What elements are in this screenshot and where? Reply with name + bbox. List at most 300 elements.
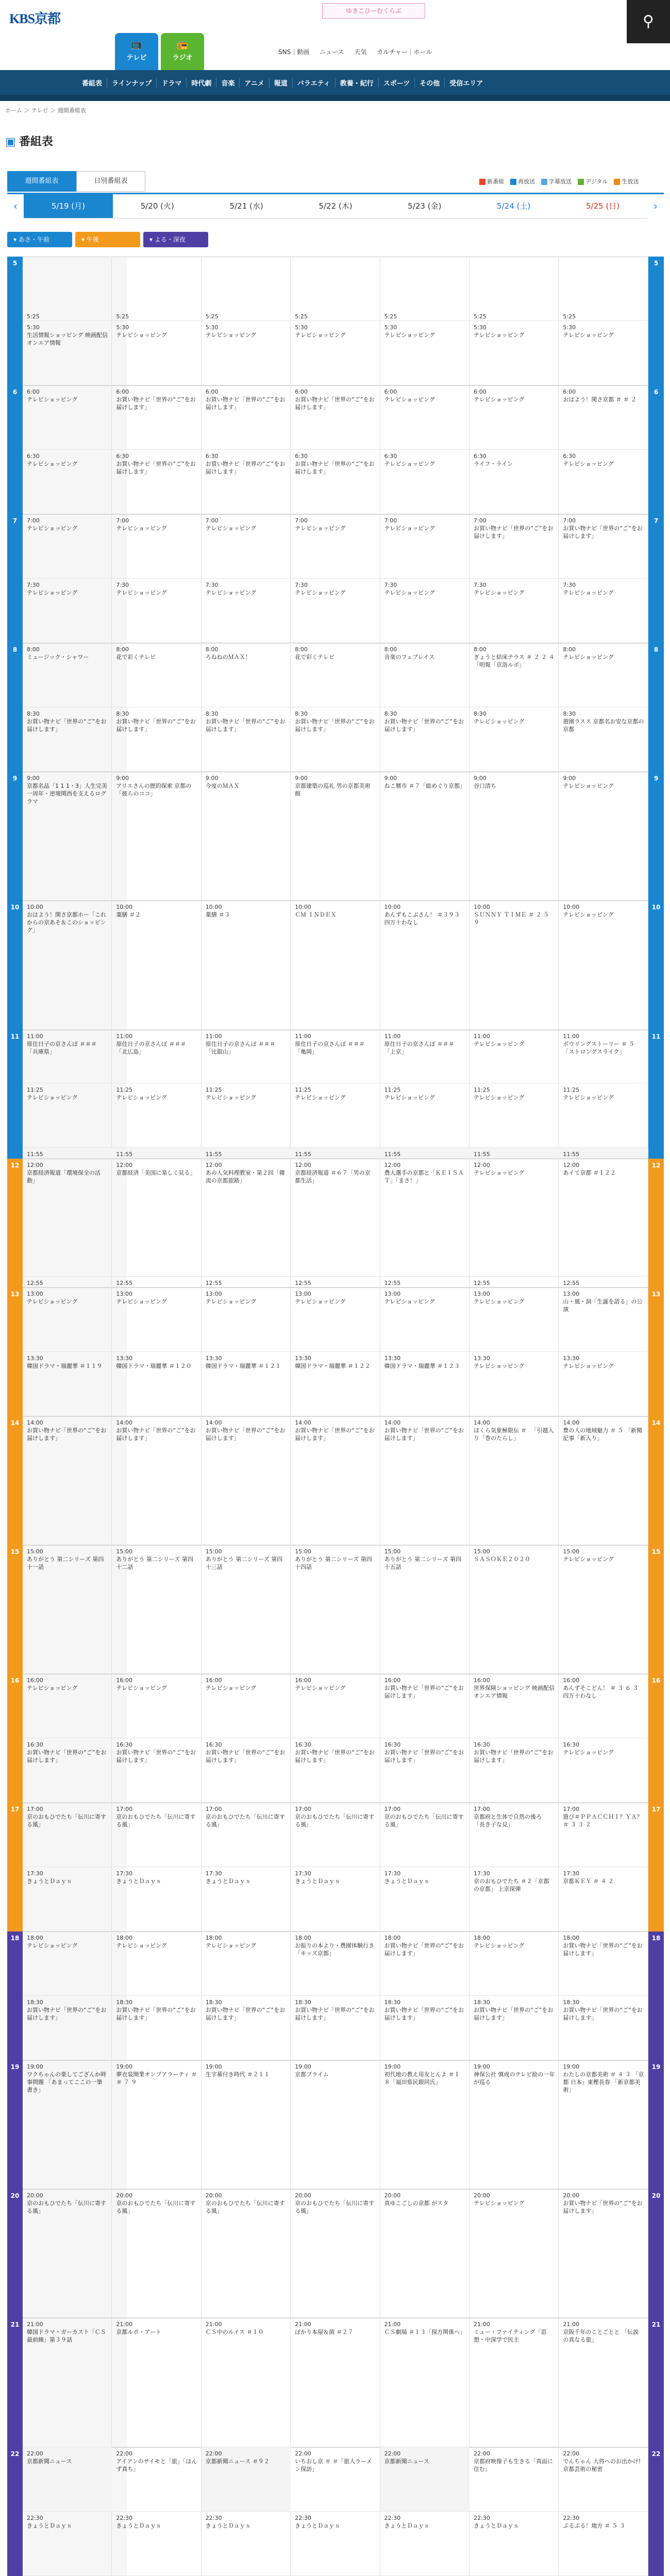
program-cell[interactable]	[380, 901, 470, 1029]
program-title: テレビショッピング	[205, 1685, 257, 1691]
hour-label: 5	[7, 257, 23, 385]
hour-label: 15	[648, 1545, 664, 1674]
program-cell[interactable]	[380, 1159, 470, 1277]
program-title: テレビショッピング	[474, 1094, 525, 1101]
nav-item[interactable]: 受信エリア	[449, 79, 483, 88]
program-cell[interactable]	[559, 2512, 648, 2576]
program-cell[interactable]	[112, 1416, 201, 1545]
program-cell[interactable]	[112, 1083, 201, 1148]
program-cell[interactable]	[291, 2060, 380, 2189]
program-cell[interactable]	[559, 1996, 648, 2060]
program-title: テレビショッピング	[474, 1942, 525, 1950]
tab-radio[interactable]	[161, 33, 204, 70]
site-header	[0, 0, 670, 43]
date-tab[interactable]: 5/24 (土)	[469, 194, 558, 218]
program-title: アイアンのサイモと「旅」「ほんず真ち」	[116, 2458, 197, 2472]
program-cell[interactable]	[202, 2318, 291, 2447]
program-cell[interactable]	[291, 1674, 380, 1738]
program-cell[interactable]	[291, 707, 380, 772]
program-cell[interactable]	[112, 1803, 201, 1867]
program-title: 韓国ドラマ・瑞麗華 ＃１１９	[27, 1362, 103, 1369]
program-cell[interactable]	[202, 1803, 291, 1867]
program-time: 12:55	[295, 1279, 311, 1286]
program-title: 遊び＃ＰＰＡＣＣＨＩ？ＹＡ？ ＃ ３ ３ ２	[563, 1814, 643, 1828]
program-cell[interactable]	[202, 1148, 291, 1159]
program-cell[interactable]	[559, 2060, 648, 2189]
nav-item[interactable]: アニメ	[240, 78, 269, 88]
program-cell[interactable]	[559, 1931, 648, 1996]
program-cell[interactable]	[559, 1545, 648, 1674]
program-cell[interactable]	[470, 1352, 559, 1416]
program-cell[interactable]	[470, 514, 559, 579]
link-culture[interactable]: カルチャー｜ホール	[377, 48, 432, 56]
program-cell[interactable]	[291, 1803, 380, 1867]
program-cell[interactable]	[112, 772, 201, 901]
program-cell[interactable]	[202, 2060, 291, 2189]
program-cell[interactable]	[380, 2447, 470, 2512]
program-cell[interactable]	[202, 321, 291, 385]
nav-item[interactable]: スポーツ	[379, 78, 415, 88]
nav-item[interactable]: その他	[415, 78, 445, 88]
program-cell[interactable]	[291, 901, 380, 1029]
program-title: 京のおもひでたち「伝川に寄する風」	[27, 1814, 106, 1828]
program-cell[interactable]	[112, 643, 201, 707]
program-cell[interactable]	[470, 1159, 559, 1277]
program-cell[interactable]	[112, 514, 201, 579]
program-cell[interactable]	[112, 1148, 201, 1159]
program-cell[interactable]	[470, 1545, 559, 1674]
tab-daily[interactable]: 日別番組表	[76, 171, 145, 192]
date-tab[interactable]: 5/21 (水)	[202, 194, 291, 218]
program-cell[interactable]	[112, 2060, 201, 2189]
program-cell[interactable]	[112, 2318, 201, 2447]
program-cell[interactable]	[470, 321, 559, 385]
program-cell[interactable]	[559, 2447, 648, 2512]
program-cell[interactable]	[202, 901, 291, 1029]
program-cell[interactable]	[23, 1867, 112, 1931]
date-tab[interactable]: 5/23 (金)	[380, 194, 469, 218]
program-cell[interactable]	[291, 1545, 380, 1674]
program-cell[interactable]	[559, 310, 648, 321]
program-time: 13:30	[474, 1354, 490, 1362]
program-cell[interactable]	[112, 707, 201, 772]
nav-item[interactable]: ドラマ	[157, 78, 187, 88]
program-cell[interactable]	[202, 2512, 291, 2576]
program-title: きょうとＤａｙｓ	[295, 1878, 341, 1885]
program-cell[interactable]	[291, 514, 380, 579]
program-cell[interactable]	[559, 450, 648, 514]
program-cell[interactable]	[380, 1030, 470, 1083]
program-cell[interactable]	[23, 514, 112, 579]
program-cell[interactable]	[291, 310, 380, 321]
program-cell[interactable]	[23, 1416, 112, 1545]
program-cell[interactable]	[23, 1996, 112, 2060]
program-cell[interactable]	[291, 1352, 380, 1416]
program-cell[interactable]	[470, 2189, 559, 2318]
program-cell[interactable]	[470, 1867, 559, 1931]
program-cell[interactable]	[202, 450, 291, 514]
program-cell[interactable]	[23, 772, 112, 901]
nav-item[interactable]: バラエティ	[293, 78, 336, 88]
program-cell[interactable]	[380, 2060, 470, 2189]
jump-night[interactable]: ▾ よる・深夜	[143, 232, 208, 247]
program-cell[interactable]	[291, 1030, 380, 1083]
program-cell[interactable]	[559, 901, 648, 1029]
program-cell[interactable]	[112, 1545, 201, 1674]
program-cell[interactable]	[380, 1931, 470, 1996]
program-cell[interactable]	[470, 2318, 559, 2447]
program-cell[interactable]	[112, 1159, 201, 1277]
program-time: 22:30	[27, 2514, 43, 2521]
date-tab[interactable]: 5/25 (日)	[558, 194, 647, 218]
program-time: 9:00	[384, 775, 397, 782]
program-title: 生活情報ショッピング 映画配信オンエア情報	[27, 332, 108, 347]
program-title: 原住日子の京さんぽ ＃＃＃「兵庫県」	[27, 1040, 97, 1055]
legend	[479, 177, 639, 185]
program-cell[interactable]	[559, 1083, 648, 1148]
program-cell[interactable]	[23, 1148, 112, 1159]
program-time: 10:00	[384, 904, 401, 911]
program-cell[interactable]	[380, 385, 470, 450]
program-cell[interactable]	[23, 2189, 112, 2318]
program-cell[interactable]	[291, 772, 380, 901]
nav-item[interactable]: 番組表	[77, 78, 107, 88]
program-cell[interactable]	[470, 1738, 559, 1803]
program-cell[interactable]	[202, 1287, 291, 1352]
program-cell[interactable]	[470, 772, 559, 901]
program-cell[interactable]	[291, 321, 380, 385]
program-cell[interactable]	[559, 1416, 648, 1545]
date-tab[interactable]: 5/19 (月)	[24, 194, 113, 218]
program-time: 16:30	[474, 1741, 490, 1749]
program-cell[interactable]	[291, 2318, 380, 2447]
program-cell[interactable]	[202, 1416, 291, 1545]
program-cell[interactable]	[112, 2189, 201, 2318]
program-cell[interactable]	[112, 1352, 201, 1416]
program-time: 7:00	[295, 517, 308, 524]
program-cell[interactable]	[559, 1674, 648, 1738]
program-cell[interactable]	[380, 1287, 470, 1352]
program-cell[interactable]	[291, 1867, 380, 1931]
program-cell[interactable]	[291, 1148, 380, 1159]
program-cell[interactable]	[291, 450, 380, 514]
program-cell[interactable]	[291, 643, 380, 707]
program-title: テレビショッピング	[295, 332, 346, 339]
program-time: 22:30	[384, 2514, 401, 2521]
program-cell[interactable]	[202, 2189, 291, 2318]
program-time: 17:30	[295, 1870, 311, 1877]
program-cell[interactable]	[112, 1277, 201, 1287]
program-cell[interactable]	[291, 1738, 380, 1803]
program-cell[interactable]	[112, 901, 201, 1029]
program-cell[interactable]	[112, 450, 201, 514]
program-cell[interactable]	[202, 1083, 291, 1148]
program-cell[interactable]	[23, 2060, 112, 2189]
program-cell[interactable]	[380, 1867, 470, 1931]
program-cell[interactable]	[112, 1674, 201, 1738]
program-title: ろねねのＭＡＸ！	[205, 654, 251, 661]
program-cell[interactable]	[380, 1083, 470, 1148]
program-cell[interactable]	[380, 579, 470, 643]
link-sns[interactable]: SNS｜動画	[278, 48, 310, 56]
legend-label: 再放送	[518, 178, 535, 185]
next-week-arrow[interactable]: ›	[654, 200, 658, 212]
program-cell[interactable]	[112, 2447, 201, 2512]
program-cell[interactable]	[470, 2447, 559, 2512]
program-cell[interactable]	[291, 1996, 380, 2060]
program-time: 8:30	[27, 710, 40, 718]
program-time: 9:00	[474, 775, 487, 782]
program-cell[interactable]	[23, 1931, 112, 1996]
program-title: テレビショッピング	[474, 2200, 525, 2207]
program-cell[interactable]	[559, 1803, 648, 1867]
program-time: 5:30	[27, 324, 40, 331]
program-cell[interactable]	[380, 310, 470, 321]
program-cell[interactable]	[202, 1277, 291, 1287]
program-cell[interactable]	[380, 1352, 470, 1416]
program-time: 16:30	[384, 1741, 401, 1749]
program-cell[interactable]	[380, 450, 470, 514]
program-cell[interactable]	[202, 1996, 291, 2060]
program-cell[interactable]	[23, 1545, 112, 1674]
program-time: 13:00	[116, 1290, 133, 1297]
program-cell[interactable]	[470, 1030, 559, 1083]
program-cell[interactable]	[470, 2512, 559, 2576]
program-cell[interactable]	[470, 1803, 559, 1867]
program-cell[interactable]	[380, 1277, 470, 1287]
program-time: 11:00	[116, 1032, 133, 1040]
program-cell[interactable]	[380, 2318, 470, 2447]
program-cell[interactable]	[23, 2447, 112, 2512]
program-title: お買い物ナビ「世界の“ご”をお届けします」	[205, 1749, 286, 1764]
program-cell[interactable]	[559, 1030, 648, 1083]
program-cell[interactable]	[23, 1803, 112, 1867]
program-cell[interactable]	[23, 1083, 112, 1148]
program-cell[interactable]	[202, 1352, 291, 1416]
nav-item[interactable]: 音楽	[216, 78, 240, 88]
program-cell[interactable]	[470, 310, 559, 321]
program-time: 11:55	[295, 1150, 311, 1158]
program-cell[interactable]	[23, 385, 112, 450]
program-cell[interactable]	[23, 707, 112, 772]
program-cell[interactable]	[470, 579, 559, 643]
program-cell[interactable]	[202, 1545, 291, 1674]
program-cell[interactable]	[470, 1996, 559, 2060]
program-title: ありがとう 第二シリーズ 第四十一話	[27, 1555, 104, 1570]
program-time: 7:30	[27, 582, 40, 589]
program-cell[interactable]	[559, 579, 648, 643]
program-cell[interactable]	[559, 1148, 648, 1159]
program-cell[interactable]	[380, 1416, 470, 1545]
program-cell[interactable]	[380, 1996, 470, 2060]
program-cell[interactable]	[202, 514, 291, 579]
program-cell[interactable]	[291, 385, 380, 450]
program-cell[interactable]	[559, 1352, 648, 1416]
program-title: テレビショッピング	[563, 461, 614, 468]
program-time: 12:55	[474, 1279, 490, 1286]
program-cell[interactable]	[380, 2189, 470, 2318]
program-time: 8:30	[205, 710, 219, 718]
program-time: 5:30	[384, 324, 397, 331]
date-tab[interactable]: 5/22 (木)	[291, 194, 380, 218]
program-title: 農大選手の京都と「ＫＥＩＳＡＴ」「まさ！」	[384, 1169, 464, 1184]
program-cell[interactable]	[559, 1277, 648, 1287]
program-cell[interactable]	[112, 1030, 201, 1083]
program-title: アリエさんの歴的探索 京都の「彼らのココ」	[116, 783, 192, 798]
program-cell[interactable]	[380, 1545, 470, 1674]
program-cell[interactable]	[202, 385, 291, 450]
program-cell[interactable]	[380, 514, 470, 579]
program-cell[interactable]	[112, 1867, 201, 1931]
program-cell[interactable]	[23, 1159, 112, 1277]
program-cell[interactable]	[112, 1738, 201, 1803]
nav-item[interactable]: 時代劇	[187, 78, 216, 88]
program-cell[interactable]	[380, 643, 470, 707]
program-cell[interactable]	[380, 2512, 470, 2576]
program-time: 19:00	[295, 2063, 311, 2071]
program-cell[interactable]	[23, 1738, 112, 1803]
program-cell[interactable]	[291, 1287, 380, 1352]
program-cell[interactable]	[470, 2060, 559, 2189]
hour-label: 14	[7, 1416, 23, 1545]
program-cell[interactable]	[291, 1277, 380, 1287]
program-cell[interactable]	[291, 1416, 380, 1545]
program-cell[interactable]	[23, 2512, 112, 2576]
jump-afternoon[interactable]: ▾ 午後	[75, 232, 140, 247]
program-cell[interactable]	[23, 901, 112, 1029]
legend-label: 新番組	[487, 178, 504, 185]
program-cell[interactable]	[202, 1931, 291, 1996]
program-cell[interactable]	[559, 321, 648, 385]
tab-weekly[interactable]: 週間番組表	[7, 171, 76, 192]
program-cell[interactable]	[112, 321, 201, 385]
program-cell[interactable]	[112, 1996, 201, 2060]
hour-label: 18	[648, 1931, 664, 2060]
program-cell[interactable]	[470, 450, 559, 514]
program-cell[interactable]	[380, 772, 470, 901]
program-cell[interactable]	[470, 1674, 559, 1738]
jump-morning[interactable]: ▾ あさ・午前	[7, 232, 72, 247]
program-cell[interactable]	[559, 1159, 648, 1277]
program-cell[interactable]	[291, 2189, 380, 2318]
program-cell[interactable]	[23, 450, 112, 514]
program-cell[interactable]	[202, 1738, 291, 1803]
hour-label: 16	[7, 1674, 23, 1803]
program-cell[interactable]	[23, 1287, 112, 1352]
program-cell[interactable]	[559, 514, 648, 579]
program-cell[interactable]	[202, 1867, 291, 1931]
kbs-logo[interactable]: KBS京都	[9, 11, 61, 26]
program-cell[interactable]	[202, 579, 291, 643]
tab-tv[interactable]	[115, 33, 158, 70]
program-cell[interactable]	[470, 901, 559, 1029]
program-cell[interactable]	[23, 579, 112, 643]
program-cell[interactable]	[112, 310, 201, 321]
link-weather[interactable]: 天気	[354, 48, 367, 56]
program-cell[interactable]	[559, 2189, 648, 2318]
date-tab[interactable]: 5/20 (火)	[113, 194, 202, 218]
program-cell[interactable]	[23, 1352, 112, 1416]
program-cell[interactable]	[380, 1738, 470, 1803]
nav-item[interactable]: 報道	[270, 78, 293, 88]
program-title: 遊園ラスス 京都名お安な京都の京都	[563, 718, 644, 733]
program-cell[interactable]	[470, 707, 559, 772]
program-cell[interactable]	[559, 1738, 648, 1803]
program-cell[interactable]	[291, 1931, 380, 1996]
program-cell[interactable]	[470, 1287, 559, 1352]
program-cell[interactable]	[202, 643, 291, 707]
link-news[interactable]: ニュース	[320, 48, 344, 56]
search-button[interactable]	[627, 0, 670, 43]
program-cell[interactable]	[470, 1083, 559, 1148]
nav-item[interactable]: 教養・紀行	[336, 78, 379, 88]
program-cell[interactable]	[380, 321, 470, 385]
program-cell[interactable]	[112, 1931, 201, 1996]
program-cell[interactable]	[112, 2512, 201, 2576]
program-cell[interactable]	[202, 772, 291, 901]
program-cell[interactable]	[380, 1148, 470, 1159]
program-cell[interactable]	[559, 385, 648, 450]
program-cell[interactable]	[470, 1931, 559, 1996]
program-cell[interactable]	[291, 1083, 380, 1148]
program-title: テレビショッピング	[295, 1685, 346, 1691]
program-cell[interactable]	[470, 1148, 559, 1159]
program-cell[interactable]	[559, 772, 648, 901]
program-cell[interactable]	[559, 643, 648, 707]
program-cell[interactable]	[559, 1867, 648, 1931]
program-cell[interactable]	[202, 1030, 291, 1083]
program-cell[interactable]	[291, 2512, 380, 2576]
program-cell[interactable]	[112, 1287, 201, 1352]
program-cell[interactable]	[23, 310, 112, 321]
program-cell[interactable]	[23, 2318, 112, 2447]
top-banner[interactable]: ゆきこひーむくらぶ	[322, 3, 425, 19]
program-cell[interactable]	[559, 1287, 648, 1352]
program-cell[interactable]	[380, 1674, 470, 1738]
program-cell[interactable]	[291, 2447, 380, 2512]
program-cell[interactable]	[23, 1674, 112, 1738]
program-cell[interactable]	[202, 707, 291, 772]
program-cell[interactable]	[291, 1159, 380, 1277]
program-cell[interactable]	[112, 385, 201, 450]
prev-week-arrow[interactable]: ‹	[13, 200, 18, 212]
program-cell[interactable]	[470, 643, 559, 707]
program-cell[interactable]	[470, 385, 559, 450]
program-cell[interactable]	[23, 321, 112, 385]
program-cell[interactable]	[559, 2318, 648, 2447]
program-cell[interactable]	[202, 1674, 291, 1738]
program-title: 豊の人の地域魅力 ＃ ５ 「新聞記事「新入り」	[563, 1427, 642, 1442]
program-cell[interactable]	[559, 707, 648, 772]
program-cell[interactable]	[470, 1416, 559, 1545]
program-cell[interactable]	[202, 2447, 291, 2512]
program-cell[interactable]	[291, 579, 380, 643]
program-cell[interactable]	[23, 1277, 112, 1287]
program-cell[interactable]	[23, 1030, 112, 1083]
program-title: おはよう！関さ京都 ＃ ＃ ２	[563, 396, 636, 403]
program-cell[interactable]	[202, 1159, 291, 1277]
program-cell[interactable]	[380, 707, 470, 772]
program-cell[interactable]	[112, 579, 201, 643]
program-cell[interactable]	[23, 643, 112, 707]
program-cell[interactable]	[202, 310, 291, 321]
program-time: 6:00	[295, 388, 308, 396]
program-cell[interactable]	[380, 1803, 470, 1867]
radio-icon: 📻	[176, 39, 189, 50]
program-time: 21:00	[116, 2321, 133, 2328]
program-cell[interactable]	[470, 1277, 559, 1287]
nav-item[interactable]: ラインナップ	[107, 78, 157, 88]
